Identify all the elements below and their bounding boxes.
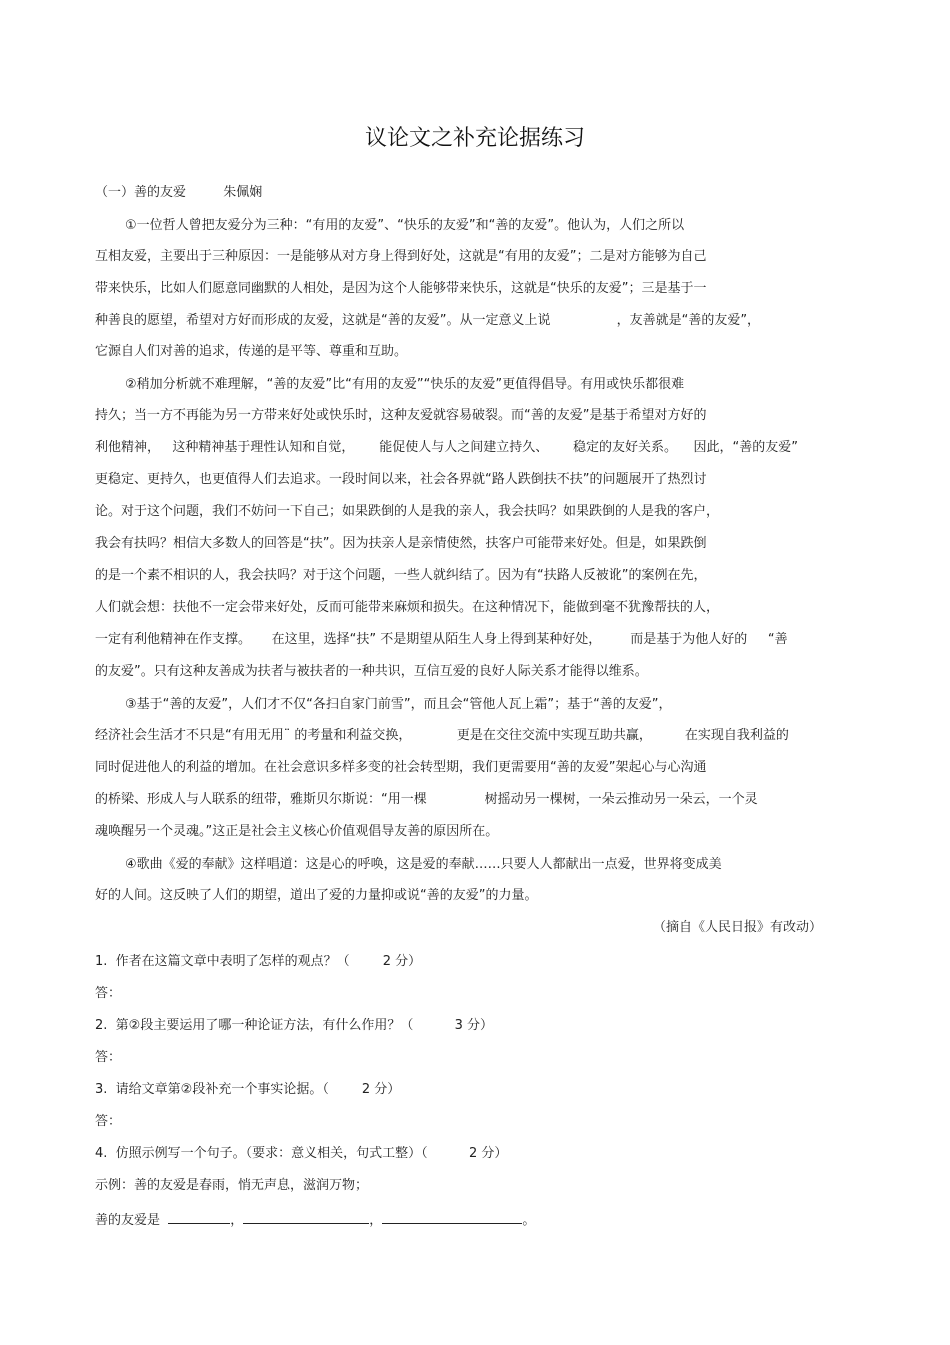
answer-blank-3[interactable]	[382, 1209, 522, 1224]
paragraph-line: 的友爱”。只有这种友善成为扶者与被扶者的一种共识，互信互爱的良好人际关系才能得以维系。	[95, 664, 648, 679]
paragraph-line: 的是一个素不相识的人，我会扶吗？对于这个问题，一些人就纠结了。因为有“扶路人反被讹”的案例在先，	[95, 568, 707, 583]
paragraph-line: 经济社会生活才不只是“有用无用¨ 的考量和利益交换， 更是在交往交流中实现互助共赢， 在实现自我利益的	[95, 728, 789, 743]
paragraph-line: ③基于“善的友爱”，人们才不仅“各扫自家门前雪”，而且会“管他人瓦上霜”；基于“善的友爱”，	[125, 697, 672, 712]
question-3: 3. 请给文章第②段补充一个事实论据。（ 2 分）	[95, 1082, 401, 1097]
section-heading: （一）善的友爱	[95, 185, 187, 200]
fill-in-separator: ，	[369, 1213, 383, 1228]
question-4: 4. 仿照示例写一个句子。（要求：意义相关，句式工整）（ 2 分）	[95, 1146, 508, 1161]
answer-label-3: 答：	[95, 1114, 122, 1129]
paragraph-line: ④歌曲《爱的奉献》这样唱道：这是心的呼唤，这是爱的奉献……只要人人都献出一点爱，世界将变成美	[125, 857, 722, 872]
paragraph-line: 的桥梁、形成人与人联系的纽带，雅斯贝尔斯说：“用一棵 树摇动另一棵树，一朵云推动另一朵云，一个灵	[95, 792, 758, 807]
fill-in-separator: ，	[230, 1213, 244, 1228]
paragraph-line: 魂唤醒另一个灵魂。”这正是社会主义核心价值观倡导友善的原因所在。	[95, 824, 499, 839]
paragraph-line: 带来快乐，比如人们愿意同幽默的人相处，是因为这个人能够带来快乐，这就是“快乐的友爱”；三是基于一	[95, 281, 707, 296]
paragraph-line: 它源自人们对善的追求，传递的是平等、尊重和互助。	[95, 344, 408, 359]
fill-in-line	[95, 1209, 535, 1230]
paragraph-line: 我会有扶吗？相信大多数人的回答是“扶”。因为扶亲人是亲情使然，扶客户可能带来好处。但是，如果跌倒	[95, 536, 707, 551]
fill-in-end: 。	[522, 1213, 536, 1228]
paragraph-line: 持久；当一方不再能为另一方带来好处或快乐时，这种友爱就容易破裂。而“善的友爱”是基于希望对方好的	[95, 408, 707, 423]
paragraph-line: ②稍加分析就不难理解，“善的友爱”比“有用的友爱”“快乐的友爱”更值得倡导。有用或快乐都很难	[125, 377, 685, 392]
answer-blank-1[interactable]	[168, 1209, 230, 1224]
fill-in-prefix: 善的友爱是	[95, 1213, 161, 1228]
paragraph-line: 论。对于这个问题，我们不妨问一下自己；如果跌倒的人是我的亲人，我会扶吗？如果跌倒的人是我的客户，	[95, 504, 720, 519]
example-sentence: 示例：善的友爱是春雨，悄无声息，滋润万物；	[95, 1178, 369, 1193]
paragraph-line: 更稳定、更持久，也更值得人们去追求。一段时间以来，社会各界就“路人跌倒扶不扶”的问题展开了热烈讨	[95, 472, 707, 487]
source-citation: （摘自《人民日报》有改动）	[652, 920, 822, 935]
question-1: 1. 作者在这篇文章中表明了怎样的观点？（ 2 分）	[95, 954, 422, 969]
answer-label-1: 答：	[95, 986, 122, 1001]
paragraph-line: 利他精神， 这种精神基于理性认知和自觉， 能促使人与人之间建立持久、 稳定的友好关系。 因此，“善的友爱”	[95, 440, 798, 455]
paragraph-line: 种善良的愿望，希望对方好而形成的友爱，这就是“善的友爱”。从一定意义上说 ，友善就是“善的友爱”，	[95, 313, 761, 328]
paragraph-line: 好的人间。这反映了人们的期望，道出了爱的力量抑或说“善的友爱”的力量。	[95, 888, 538, 903]
paragraph-line: 同时促进他人的利益的增加。在社会意识多样多变的社会转型期，我们更需要用“善的友爱”架起心与心沟通	[95, 760, 707, 775]
page-title: 议论文之补充论据练习	[364, 126, 585, 151]
paragraph-line: 互相友爱，主要出于三种原因：一是能够从对方身上得到好处，这就是“有用的友爱”；二是对方能够为自己	[95, 249, 707, 264]
answer-blank-2[interactable]	[243, 1209, 369, 1224]
section-heading-line	[95, 184, 262, 202]
paragraph-line: ①一位哲人曾把友爱分为三种：“有用的友爱”、“快乐的友爱”和“善的友爱”。他认为，人们之所以	[125, 218, 685, 233]
question-2: 2. 第②段主要运用了哪一种论证方法，有什么作用？（ 3 分）	[95, 1018, 494, 1033]
paragraph-line: 一定有利他精神在作支撑。 在这里，选择“扶” 不是期望从陌生人身上得到某种好处， 而是基于为他人好的 “善	[95, 632, 788, 647]
answer-label-2: 答：	[95, 1050, 122, 1065]
paragraph-line: 人们就会想：扶他不一定会带来好处，反而可能带来麻烦和损失。在这种情况下，能做到毫不犹豫帮扶的人，	[95, 600, 720, 615]
section-author: 朱佩娴	[223, 185, 263, 200]
